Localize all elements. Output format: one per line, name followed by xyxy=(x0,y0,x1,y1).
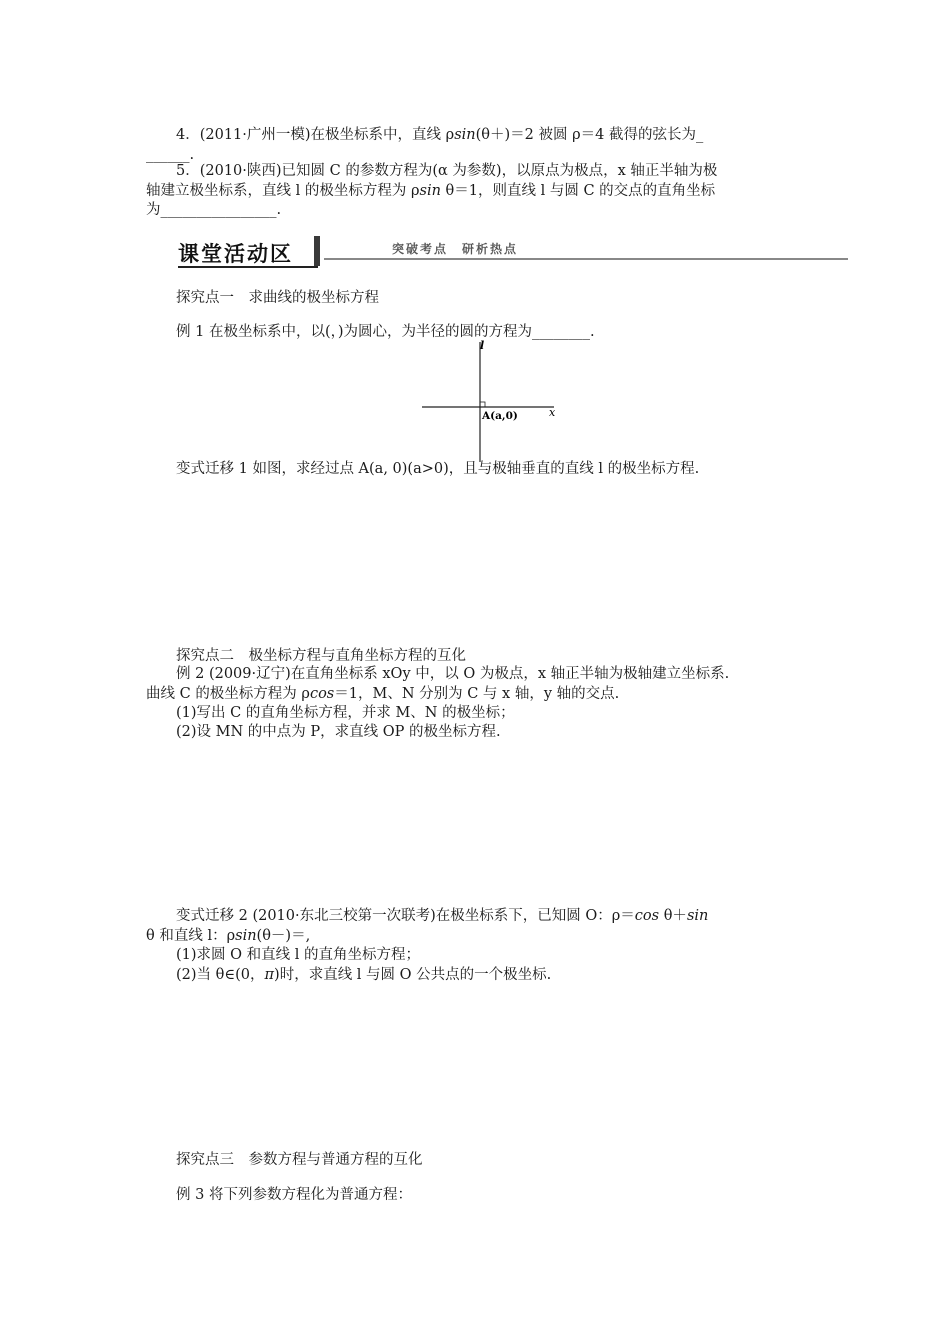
question-4-line-2: ______. xyxy=(146,147,195,163)
banner-rule xyxy=(324,258,848,260)
question-5-line-3: 为________________. xyxy=(146,202,282,218)
banner-title: 课堂活动区 xyxy=(178,242,293,266)
point-a-label: A(a,0) xyxy=(482,410,518,422)
question-5-line-2: 轴建立极坐标系，直线 l 的极坐标方程为 ρsin θ＝1，则直线 l 与圆 C 的交点的直角坐标 xyxy=(146,183,716,199)
variant-2-part-1: (1)求圆 O 和直线 l 的直角坐标方程； xyxy=(176,947,420,963)
right-angle-mark xyxy=(480,402,485,407)
section-banner xyxy=(148,236,848,270)
example-2-part-1: (1)写出 C 的直角坐标方程，并求 M、N 的极坐标； xyxy=(176,705,515,721)
example-3: 例 3 将下列参数方程化为普通方程： xyxy=(176,1187,412,1203)
banner-divider-bar xyxy=(314,236,320,266)
section-1-heading: 探究点一 求曲线的极坐标方程 xyxy=(176,290,379,306)
example-2-line-2: 曲线 C 的极坐标方程为 ρcos＝1，M、N 分别为 C 与 x 轴，y 轴的交点. xyxy=(146,686,620,702)
variant-2-part-2: (2)当 θ∈(0，π)时，求直线 l 与圆 O 公共点的一个极坐标. xyxy=(176,967,552,983)
banner-subtitle: 突破考点 研析热点 xyxy=(392,242,519,256)
variant-2-line-2: θ 和直线 l：ρsin(θ－)＝, xyxy=(146,928,311,944)
example-2-line-1: 例 2 (2009·辽宁)在直角坐标系 xOy 中，以 O 为极点，x 轴正半轴为极轴建立坐标系. xyxy=(176,666,730,682)
polar-axis-figure xyxy=(418,338,568,462)
axis-label-x: x xyxy=(549,406,556,419)
axis-label-l: l xyxy=(480,339,485,352)
variant-1: 变式迁移 1 如图，求经过点 A(a, 0)(a>0)，且与极轴垂直的直线 l 的极坐标方程. xyxy=(176,461,700,477)
section-3-heading: 探究点三 参数方程与普通方程的互化 xyxy=(176,1152,423,1168)
question-4-line-1: 4．(2011·广州一模)在极坐标系中，直线 ρsin(θ＋)＝2 被圆 ρ＝4 截得的弦长为_ xyxy=(176,127,704,143)
question-5-line-1: 5．(2010·陕西)已知圆 C 的参数方程为(α 为参数)，以原点为极点，x 轴正半轴为极 xyxy=(176,163,718,179)
banner-title-underline xyxy=(178,266,318,268)
variant-2-line-1: 变式迁移 2 (2010·东北三校第一次联考)在极坐标系下，已知圆 O：ρ＝cos θ＋sin xyxy=(176,908,709,924)
example-1: 例 1 在极坐标系中，以(，)为圆心，为半径的圆的方程为________. xyxy=(176,324,595,340)
section-2-heading: 探究点二 极坐标方程与直角坐标方程的互化 xyxy=(176,648,466,664)
example-2-part-2: (2)设 MN 的中点为 P，求直线 OP 的极坐标方程. xyxy=(176,724,501,740)
